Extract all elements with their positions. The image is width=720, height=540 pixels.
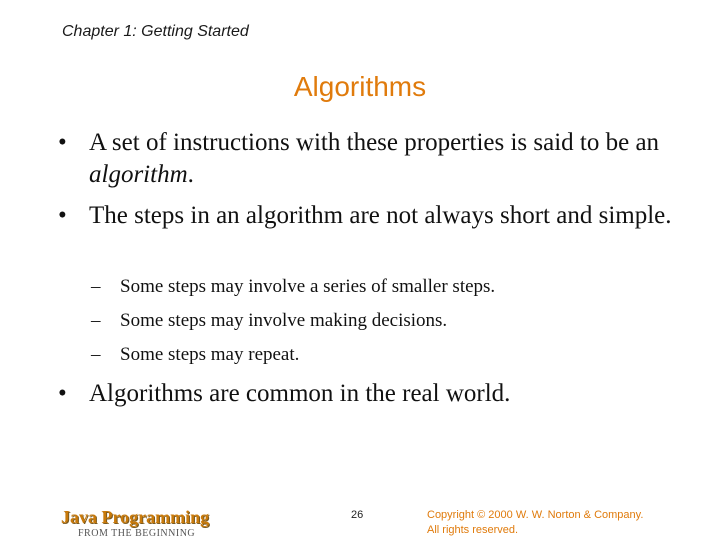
sub-bullet-text: Some steps may involve making decisions. (120, 310, 448, 331)
footer-brand-subtitle: FROM THE BEGINNING (78, 528, 196, 539)
sub-bullet-item (91, 275, 691, 299)
bullet-emphasis: algorithm (89, 161, 188, 188)
sub-bullet-text: Some steps may repeat. (120, 344, 300, 365)
bullet-text: Algorithms are common in the real world. (89, 380, 511, 407)
dash-glyph: – (91, 276, 101, 297)
bullet-text (89, 127, 678, 191)
slide-title-text: Algorithms (293, 71, 427, 102)
slide-title (0, 71, 720, 103)
bullet-item (58, 127, 678, 191)
sub-bullet-item (91, 309, 691, 333)
sub-bullet-item (91, 343, 691, 367)
sub-bullet-text: Some steps may involve a series of smaller steps. (120, 276, 496, 297)
dash-glyph: – (91, 344, 101, 365)
page-number: 26 (351, 509, 364, 521)
bullet-glyph: • (58, 202, 67, 229)
dash-glyph: – (91, 310, 101, 331)
chapter-header: Chapter 1: Getting Started (62, 23, 249, 40)
copyright-line: Copyright © 2000 W. W. Norton & Company. (427, 509, 644, 521)
copyright-notice (427, 508, 707, 538)
bullet-glyph: • (58, 129, 67, 156)
bullet-text-part: A set of instructions with these properties is said to be an (89, 129, 660, 156)
bullet-item (58, 200, 678, 232)
copyright-line: All rights reserved. (427, 524, 519, 536)
bullet-text-part: . (187, 161, 194, 188)
bullet-glyph: • (58, 380, 67, 407)
footer-brand: Java Programming (61, 507, 210, 527)
bullet-item (58, 378, 678, 410)
bullet-text: The steps in an algorithm are not always short and simple. (89, 202, 672, 229)
